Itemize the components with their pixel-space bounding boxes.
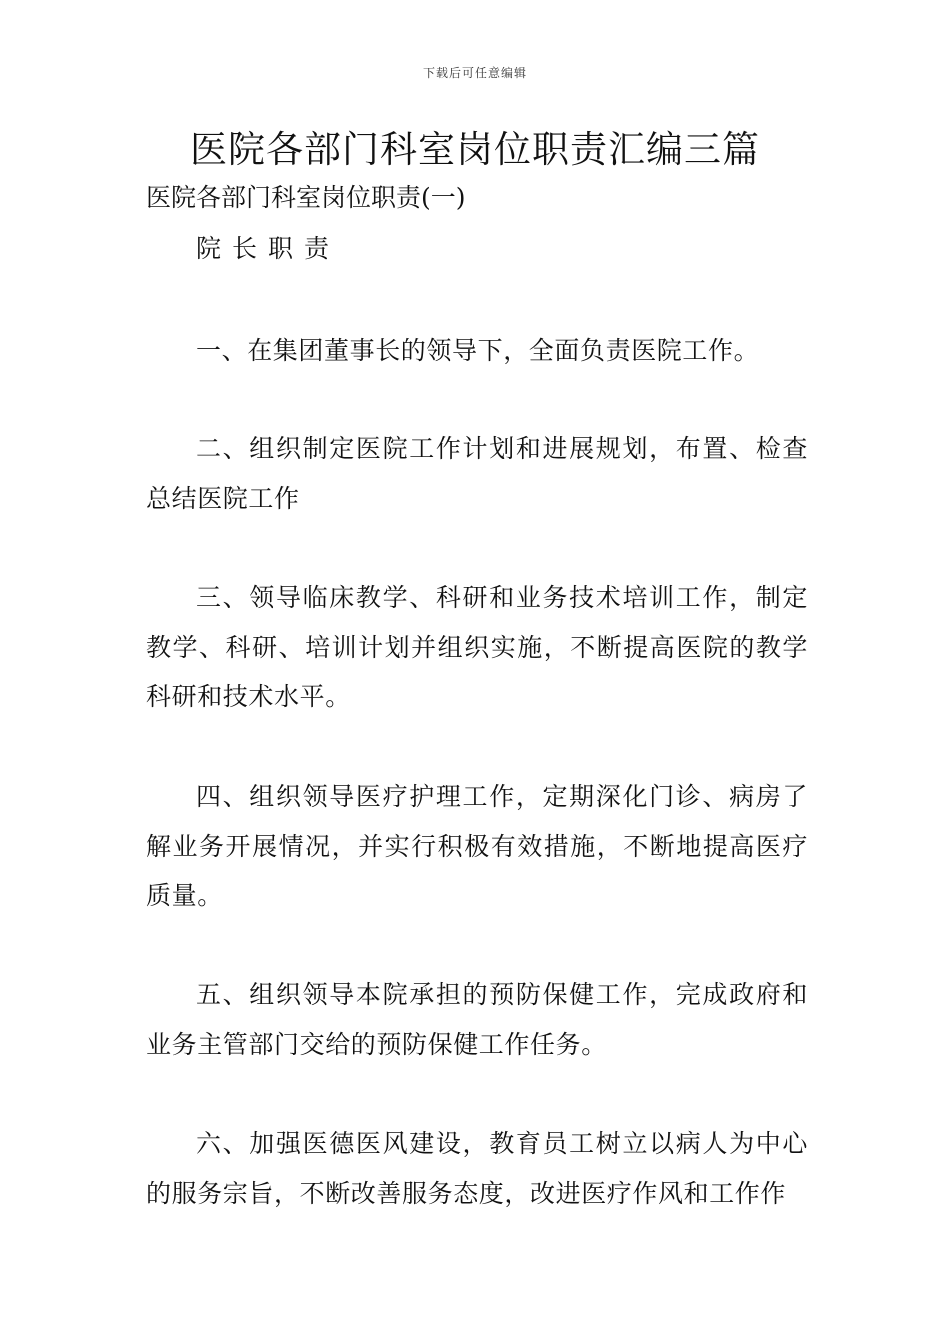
duty-paragraph-3: 三、领导临床教学、科研和业务技术培训工作，制定教学、科研、培训计划并组织实施，不断提高医院的教学科研和技术水平。 <box>146 583 808 711</box>
section-title: 医院各部门科室岗位职责(一) <box>146 183 466 212</box>
duty-paragraph-5: 五、组织领导本院承担的预防保健工作，完成政府和业务主管部门交给的预防保健工作任务。 <box>146 980 808 1059</box>
header-note: 下载后可任意编辑 <box>422 66 527 80</box>
duty-paragraph-4: 四、组织领导医疗护理工作，定期深化门诊、病房了解业务开展情况，并实行积极有效措施，不断地提高医疗质量。 <box>146 782 808 910</box>
role-heading: 院长职责 <box>196 234 341 263</box>
document-title: 医院各部门科室岗位职责汇编三篇 <box>190 128 760 171</box>
duty-paragraph-2: 二、组织制定医院工作计划和进展规划，布置、检查总结医院工作 <box>146 434 808 513</box>
duty-paragraph-1: 一、在集团董事长的领导下，全面负责医院工作。 <box>196 336 760 365</box>
duty-paragraph-6: 六、加强医德医风建设，教育员工树立以病人为中心的服务宗旨，不断改善服务态度，改进医疗作风和工作作 <box>146 1129 808 1208</box>
